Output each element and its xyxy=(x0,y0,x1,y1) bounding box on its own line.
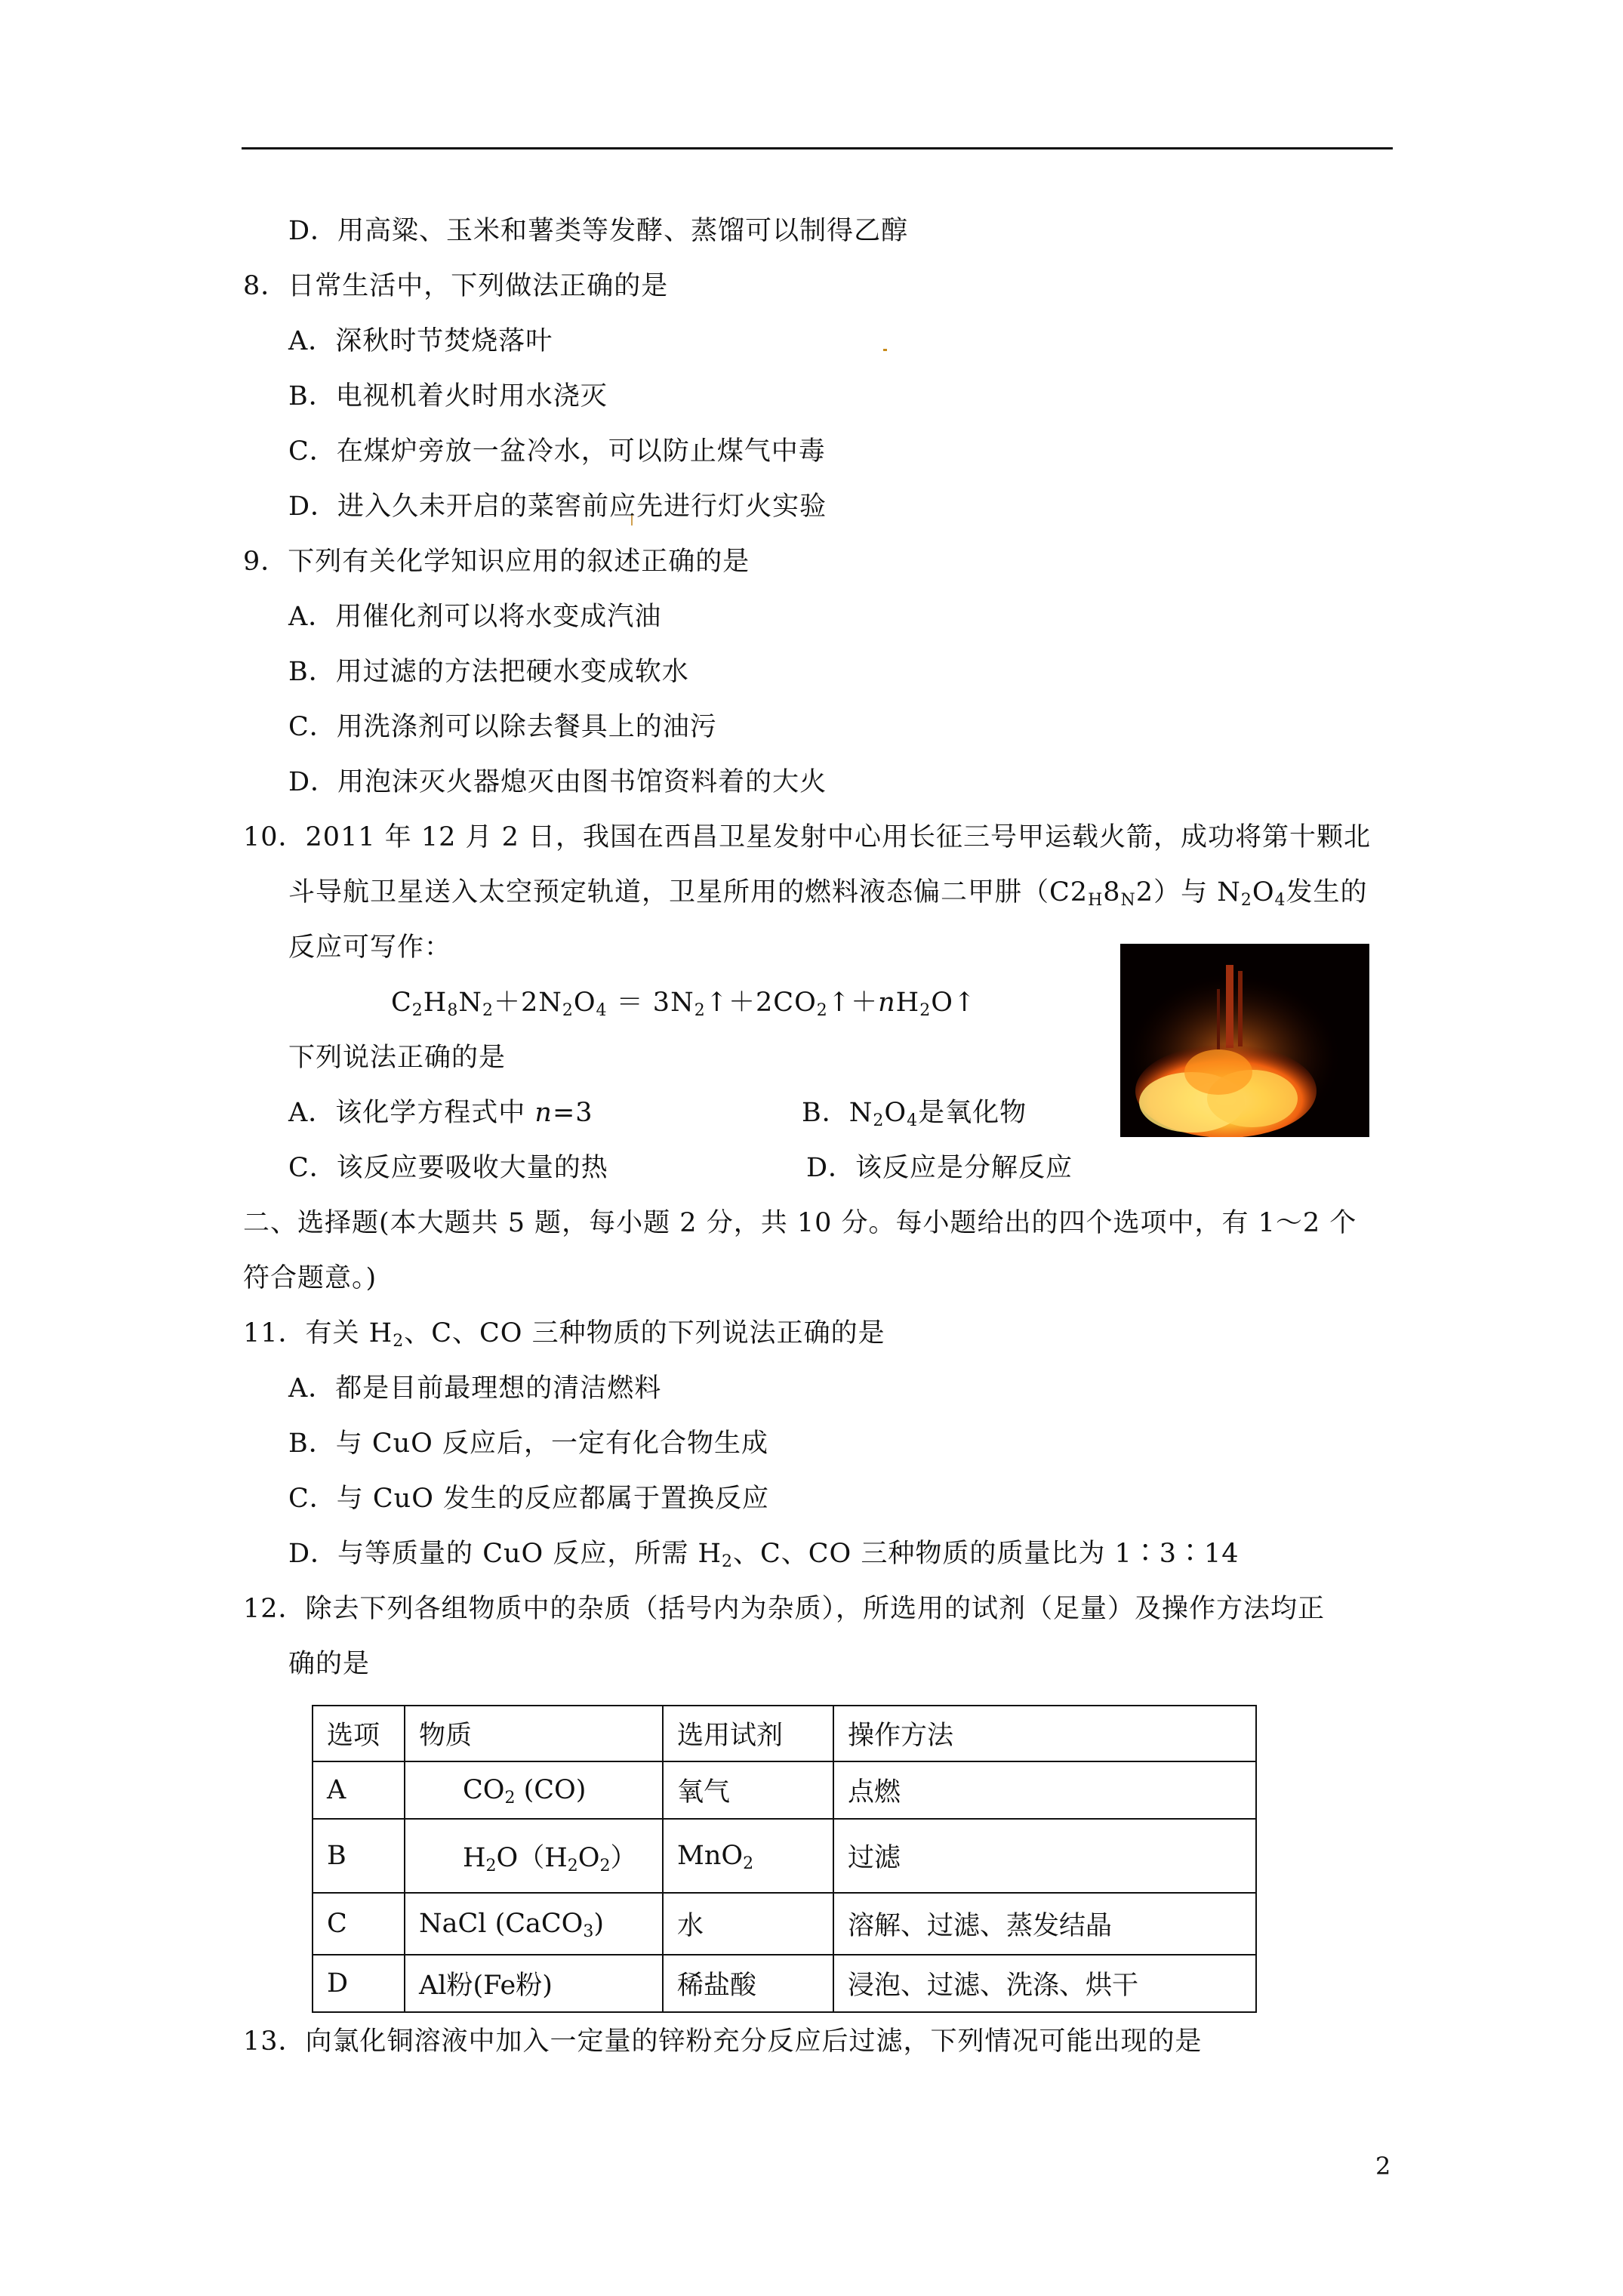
table-cell-substance: NaCl (CaCO$_3$) xyxy=(405,1893,663,1955)
q10-option-d: D．该反应是分解反应 xyxy=(806,1153,1073,1183)
table-cell-reagent: MnO$_2$ xyxy=(663,1819,833,1893)
section-2-header-line2: 符合题意。) xyxy=(243,1263,377,1293)
q12-stem-line2: 确的是 xyxy=(288,1649,371,1679)
rocket-launch-image xyxy=(1120,944,1369,1137)
table-row xyxy=(313,1955,1256,2012)
table-header-cell: 操作方法 xyxy=(833,1706,1256,1761)
table-cell-method: 点燃 xyxy=(833,1761,1256,1819)
header-rule xyxy=(242,147,1393,149)
q9-option-d: D．用泡沫灭火器熄灭由图书馆资料着的大火 xyxy=(288,767,827,797)
table-cell-reagent: 稀盐酸 xyxy=(663,1955,833,2012)
q11-option-b: B．与 CuO 反应后，一定有化合物生成 xyxy=(288,1428,768,1459)
q8-option-b: B．电视机着火时用水浇灭 xyxy=(288,381,608,411)
table-header-row xyxy=(313,1706,1256,1761)
chemical-equation: $C_2H_8N_2+2N_2O_4$ ＝ $3N_2↑+2CO_2↑+nH_2O↑$ xyxy=(391,988,977,1020)
q8-option-a: A．深秋时节焚烧落叶 xyxy=(288,326,553,356)
q9-option-a: A．用催化剂可以将水变成汽油 xyxy=(288,602,662,632)
q10-stem-line3: 反应可写作： xyxy=(288,932,452,963)
q10-stem-line1: 10．2011 年 12 月 2 日，我国在西昌卫星发射中心用长征三号甲运载火箭，成功将第十颗北 xyxy=(243,822,1372,852)
q11-stem: 11．有关 $H_2$、C、CO 三种物质的下列说法正确的是 xyxy=(243,1318,885,1351)
q10-option-b: B．$N_2O_4$是氧化物 xyxy=(802,1098,1027,1130)
table-cell-reagent: 氧气 xyxy=(663,1761,833,1819)
table-cell-substance: $H_2O(H_2O_2)$ xyxy=(405,1819,663,1893)
reagent-table xyxy=(312,1705,1257,2013)
table-cell-substance: $CO_2$ (CO) xyxy=(405,1761,663,1819)
q9-option-c: C．用洗涤剂可以除去餐具上的油污 xyxy=(288,712,717,742)
table-cell-option: C xyxy=(313,1893,405,1955)
table-header-cell: 选用试剂 xyxy=(663,1706,833,1761)
ink-speck xyxy=(883,349,887,351)
table-cell-option: B xyxy=(313,1819,405,1893)
table-cell-substance: Al粉(Fe粉) xyxy=(405,1955,663,2012)
table-header-cell: 物质 xyxy=(405,1706,663,1761)
q11-option-c: C．与 CuO 发生的反应都属于置换反应 xyxy=(288,1484,770,1514)
q10-stem-line2: 斗导航卫星送入太空预定轨道，卫星所用的燃料液态偏二甲肼$(C2_H8_N2)$与 $N_2O_4$发生的 xyxy=(288,877,1368,910)
q11-option-d: D．与等质量的 CuO 反应，所需 $H_2$、C、CO 三种物质的质量比为 1∶3∶14 xyxy=(288,1539,1240,1571)
table-cell-method: 过滤 xyxy=(833,1819,1256,1893)
section-2-header-line1: 二、选择题(本大题共 5 题，每小题 2 分，共 10 分。每小题给出的四个选项中，有 1～2 个 xyxy=(243,1208,1357,1238)
table-cell-option: A xyxy=(313,1761,405,1819)
q9-option-b: B．用过滤的方法把硬水变成软水 xyxy=(288,657,689,687)
q9-stem: 9．下列有关化学知识应用的叙述正确的是 xyxy=(243,547,750,577)
table-row xyxy=(313,1893,1256,1955)
q10-option-a: A．该化学方程式中 n=3 xyxy=(288,1098,593,1128)
table-row xyxy=(313,1761,1256,1819)
q8-option-d: D．进入久未开启的菜窖前应先进行灯火实验 xyxy=(288,492,827,522)
q8-option-c: C．在煤炉旁放一盆冷水，可以防止煤气中毒 xyxy=(288,436,826,467)
q13-stem: 13．向氯化铜溶液中加入一定量的锌粉充分反应后过滤，下列情况可能出现的是 xyxy=(243,2026,1203,2057)
table-cell-method: 浸泡、过滤、洗涤、烘干 xyxy=(833,1955,1256,2012)
table-cell-option: D xyxy=(313,1955,405,2012)
page-number: 2 xyxy=(1375,2152,1391,2180)
q11-option-a: A．都是目前最理想的清洁燃料 xyxy=(288,1373,662,1404)
table-cell-method: 溶解、过滤、蒸发结晶 xyxy=(833,1893,1256,1955)
table-header-cell: 选项 xyxy=(313,1706,405,1761)
q8-stem: 8．日常生活中，下列做法正确的是 xyxy=(243,271,669,301)
table-row xyxy=(313,1819,1256,1893)
q12-stem-line1: 12．除去下列各组物质中的杂质（括号内为杂质），所选用的试剂（足量）及操作方法均正 xyxy=(243,1594,1326,1624)
table-cell-reagent: 水 xyxy=(663,1893,833,1955)
q10-question: 下列说法正确的是 xyxy=(288,1043,507,1073)
q10-option-c: C．该反应要吸收大量的热 xyxy=(288,1153,608,1183)
q7-option-d: D．用高粱、玉米和薯类等发酵、蒸馏可以制得乙醇 xyxy=(288,216,909,246)
